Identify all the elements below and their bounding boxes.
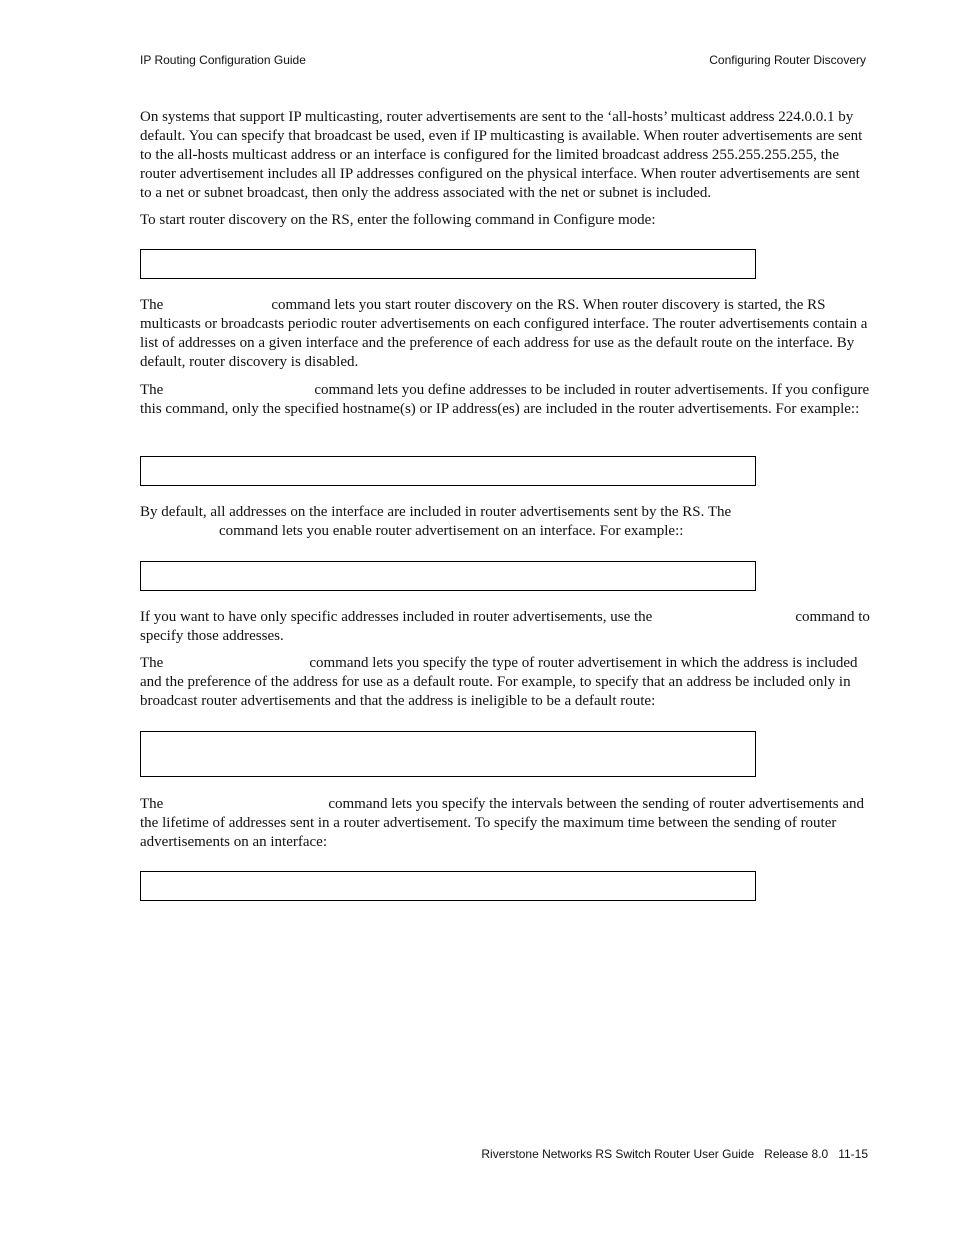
paragraph-multicast: On systems that support IP multicasting, router advertisements are sent to the ‘all-hosts’ multicast address 224.0.0.1 by default. You can specify that broadcast be used, even if IP multicasting is available. When router advertisements are sent to the all-hosts multicast address or an interface is configured for the limited broadcast address 255.255.255.255, the router advertisement includes all IP addresses configured on the physical interface. When router advertisements are sent to a net or subnet broadcast, then only the address associated with the net or subnet is included. xyxy=(140,109,863,201)
paragraph-text: command to specify those addresses. xyxy=(140,609,870,644)
command-box-interval xyxy=(140,871,756,901)
paragraph-interval-command xyxy=(140,795,870,852)
paragraph-text: The xyxy=(140,796,164,812)
paragraph-text: command lets you specify the type of router advertisement in which the address is included and the preference of the address for use as a default route. For example, to specify that an address be included only in broadcast router advertisements and that the address is ineligible to be a default route: xyxy=(140,655,858,709)
paragraph-text: The xyxy=(140,297,164,313)
paragraph-text: command lets you specify the intervals between the sending of router advertisements and the lifetime of addresses sent in a router advertisement. To specify the maximum time between the sending of router advertisements on an interface: xyxy=(140,796,864,850)
paragraph-interface-command xyxy=(140,503,870,541)
command-box-type xyxy=(140,731,756,777)
paragraph-start-discovery: To start router discovery on the RS, enter the following command in Configure mode: xyxy=(140,212,656,228)
command-box-interface xyxy=(140,561,756,591)
paragraph-text: command lets you define addresses to be included in router advertisements. If you configure this command, only the specified hostname(s) or IP address(es) are included in the router advertisements. For example:: xyxy=(140,382,870,417)
running-header-right: Configuring Router Discovery xyxy=(709,53,866,67)
paragraph-text: By default, all addresses on the interface are included in router advertisements sent by the RS. The xyxy=(140,504,732,520)
paragraph-text: command lets you enable router advertisement on an interface. For example:: xyxy=(219,523,684,539)
paragraph-text: command lets you start router discovery on the RS. When router discovery is started, the RS multicasts or broadcasts periodic router advertisements on each configured interface. The router advertisements contain a list of addresses on a given interface and the preference of each address for use as the default route on the interface. By default, router discovery is disabled. xyxy=(140,297,868,370)
command-box-address xyxy=(140,456,756,486)
running-header-left: IP Routing Configuration Guide xyxy=(140,53,306,67)
paragraph-start-command xyxy=(140,296,870,372)
paragraph-text: The xyxy=(140,382,164,398)
paragraph-specific-addresses xyxy=(140,608,870,646)
paragraph-address-command xyxy=(140,381,870,419)
command-box-start xyxy=(140,249,756,279)
page-footer: Riverstone Networks RS Switch Router User Guide Release 8.0 11-15 xyxy=(481,1147,868,1161)
paragraph-text: The xyxy=(140,655,164,671)
paragraph-text: If you want to have only specific addresses included in router advertisements, use the xyxy=(140,609,653,625)
paragraph-type-command xyxy=(140,654,870,711)
